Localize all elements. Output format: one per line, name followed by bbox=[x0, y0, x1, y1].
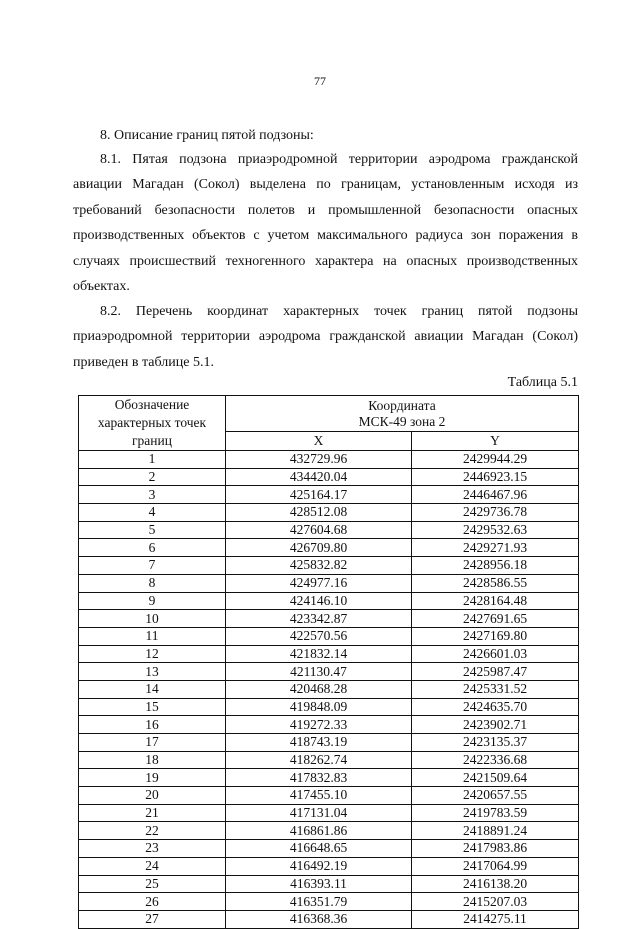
section-heading: 8. Описание границ пятой подзоны: bbox=[100, 128, 314, 143]
cell-point-number: 11 bbox=[79, 627, 226, 645]
cell-y: 2446923.15 bbox=[412, 468, 579, 486]
cell-x: 417455.10 bbox=[226, 787, 412, 805]
cell-point-number: 12 bbox=[79, 645, 226, 663]
table-row bbox=[79, 875, 579, 893]
cell-point-number: 21 bbox=[79, 804, 226, 822]
cell-y: 2429944.29 bbox=[412, 451, 579, 469]
table-row bbox=[79, 627, 579, 645]
cell-point-number: 4 bbox=[79, 504, 226, 522]
cell-point-number: 19 bbox=[79, 769, 226, 787]
table-row bbox=[79, 840, 579, 858]
header-point-designation bbox=[79, 396, 226, 451]
cell-y: 2429532.63 bbox=[412, 521, 579, 539]
paragraph-8-1: 8.1. Пятая подзона приаэродромной территории аэродрома гражданской авиации Магадан (Сокол) выделена по границам, установленным исходя из требований безопасности полетов и промышленной безопасности опасных производственных объектов с учетом максимального радиуса зон поражения в случаях происшествий техногенного характера на опасных производственных объектах. bbox=[73, 152, 578, 295]
cell-y: 2428164.48 bbox=[412, 592, 579, 610]
cell-x: 419272.33 bbox=[226, 716, 412, 734]
cell-y: 2418891.24 bbox=[412, 822, 579, 840]
header-coordinate bbox=[226, 396, 579, 432]
cell-y: 2425987.47 bbox=[412, 663, 579, 681]
cell-y: 2423902.71 bbox=[412, 716, 579, 734]
cell-y: 2417064.99 bbox=[412, 857, 579, 875]
header-point-line-1: Обозначение bbox=[114, 397, 190, 412]
cell-x: 425832.82 bbox=[226, 557, 412, 575]
table-row bbox=[79, 592, 579, 610]
cell-y: 2427691.65 bbox=[412, 610, 579, 628]
cell-y: 2446467.96 bbox=[412, 486, 579, 504]
cell-point-number: 7 bbox=[79, 557, 226, 575]
cell-x: 424977.16 bbox=[226, 574, 412, 592]
cell-y: 2427169.80 bbox=[412, 627, 579, 645]
table-row bbox=[79, 521, 579, 539]
cell-point-number: 24 bbox=[79, 857, 226, 875]
cell-x: 428512.08 bbox=[226, 504, 412, 522]
table-row bbox=[79, 539, 579, 557]
cell-point-number: 3 bbox=[79, 486, 226, 504]
table-row bbox=[79, 857, 579, 875]
cell-x: 420468.28 bbox=[226, 680, 412, 698]
cell-x: 432729.96 bbox=[226, 451, 412, 469]
cell-y: 2422336.68 bbox=[412, 751, 579, 769]
table-row bbox=[79, 680, 579, 698]
cell-x: 422570.56 bbox=[226, 627, 412, 645]
table-body bbox=[79, 451, 579, 929]
cell-point-number: 20 bbox=[79, 787, 226, 805]
table-row bbox=[79, 804, 579, 822]
coordinates-table bbox=[78, 395, 579, 929]
table-row bbox=[79, 769, 579, 787]
cell-x: 418743.19 bbox=[226, 734, 412, 752]
cell-point-number: 23 bbox=[79, 840, 226, 858]
table-caption: Таблица 5.1 bbox=[507, 375, 578, 390]
cell-point-number: 26 bbox=[79, 893, 226, 911]
table-row bbox=[79, 698, 579, 716]
table-row bbox=[79, 716, 579, 734]
table-row bbox=[79, 734, 579, 752]
table-row bbox=[79, 787, 579, 805]
cell-x: 427604.68 bbox=[226, 521, 412, 539]
header-coordinate-line-1: Координата bbox=[368, 397, 436, 413]
cell-x: 425164.17 bbox=[226, 486, 412, 504]
table-row bbox=[79, 910, 579, 928]
cell-point-number: 9 bbox=[79, 592, 226, 610]
cell-x: 416368.36 bbox=[226, 910, 412, 928]
cell-x: 424146.10 bbox=[226, 592, 412, 610]
cell-y: 2416138.20 bbox=[412, 875, 579, 893]
cell-x: 416393.11 bbox=[226, 875, 412, 893]
cell-y: 2425331.52 bbox=[412, 680, 579, 698]
cell-point-number: 8 bbox=[79, 574, 226, 592]
header-point-line-2: характерных точек bbox=[97, 415, 207, 430]
cell-y: 2417983.86 bbox=[412, 840, 579, 858]
cell-y: 2426601.03 bbox=[412, 645, 579, 663]
table-row bbox=[79, 645, 579, 663]
cell-point-number: 6 bbox=[79, 539, 226, 557]
cell-y: 2428956.18 bbox=[412, 557, 579, 575]
cell-point-number: 17 bbox=[79, 734, 226, 752]
header-coordinate-line-2: МСК-49 зона 2 bbox=[358, 413, 446, 429]
cell-x: 418262.74 bbox=[226, 751, 412, 769]
table-row bbox=[79, 468, 579, 486]
cell-point-number: 15 bbox=[79, 698, 226, 716]
header-y: Y bbox=[412, 432, 579, 451]
table-row bbox=[79, 610, 579, 628]
cell-y: 2428586.55 bbox=[412, 574, 579, 592]
cell-x: 426709.80 bbox=[226, 539, 412, 557]
cell-x: 421130.47 bbox=[226, 663, 412, 681]
cell-point-number: 13 bbox=[79, 663, 226, 681]
cell-x: 421832.14 bbox=[226, 645, 412, 663]
header-point-line-3: границ bbox=[132, 433, 172, 448]
cell-y: 2414275.11 bbox=[412, 910, 579, 928]
table-row bbox=[79, 486, 579, 504]
cell-y: 2429736.78 bbox=[412, 504, 579, 522]
cell-x: 416648.65 bbox=[226, 840, 412, 858]
cell-x: 416861.86 bbox=[226, 822, 412, 840]
cell-point-number: 18 bbox=[79, 751, 226, 769]
cell-y: 2420657.55 bbox=[412, 787, 579, 805]
table-row bbox=[79, 504, 579, 522]
cell-point-number: 1 bbox=[79, 451, 226, 469]
cell-y: 2424635.70 bbox=[412, 698, 579, 716]
cell-y: 2415207.03 bbox=[412, 893, 579, 911]
cell-x: 419848.09 bbox=[226, 698, 412, 716]
cell-point-number: 5 bbox=[79, 521, 226, 539]
table-row bbox=[79, 574, 579, 592]
table-header bbox=[79, 396, 579, 451]
cell-point-number: 14 bbox=[79, 680, 226, 698]
cell-y: 2429271.93 bbox=[412, 539, 579, 557]
header-x: X bbox=[226, 432, 412, 451]
table-row bbox=[79, 451, 579, 469]
cell-x: 416492.19 bbox=[226, 857, 412, 875]
table-row bbox=[79, 893, 579, 911]
table-row bbox=[79, 822, 579, 840]
cell-x: 416351.79 bbox=[226, 893, 412, 911]
cell-y: 2421509.64 bbox=[412, 769, 579, 787]
cell-y: 2419783.59 bbox=[412, 804, 579, 822]
cell-x: 423342.87 bbox=[226, 610, 412, 628]
cell-point-number: 25 bbox=[79, 875, 226, 893]
cell-point-number: 2 bbox=[79, 468, 226, 486]
cell-x: 434420.04 bbox=[226, 468, 412, 486]
cell-y: 2423135.37 bbox=[412, 734, 579, 752]
cell-point-number: 10 bbox=[79, 610, 226, 628]
table-row bbox=[79, 557, 579, 575]
cell-x: 417131.04 bbox=[226, 804, 412, 822]
cell-x: 417832.83 bbox=[226, 769, 412, 787]
table-row bbox=[79, 663, 579, 681]
cell-point-number: 27 bbox=[79, 910, 226, 928]
table-row bbox=[79, 751, 579, 769]
cell-point-number: 16 bbox=[79, 716, 226, 734]
page-number: 77 bbox=[314, 74, 326, 88]
cell-point-number: 22 bbox=[79, 822, 226, 840]
paragraph-8-2: 8.2. Перечень координат характерных точек границ пятой подзоны приаэродромной территории аэродрома гражданской авиации Магадан (Сокол) приведен в таблице 5.1. bbox=[73, 304, 578, 370]
